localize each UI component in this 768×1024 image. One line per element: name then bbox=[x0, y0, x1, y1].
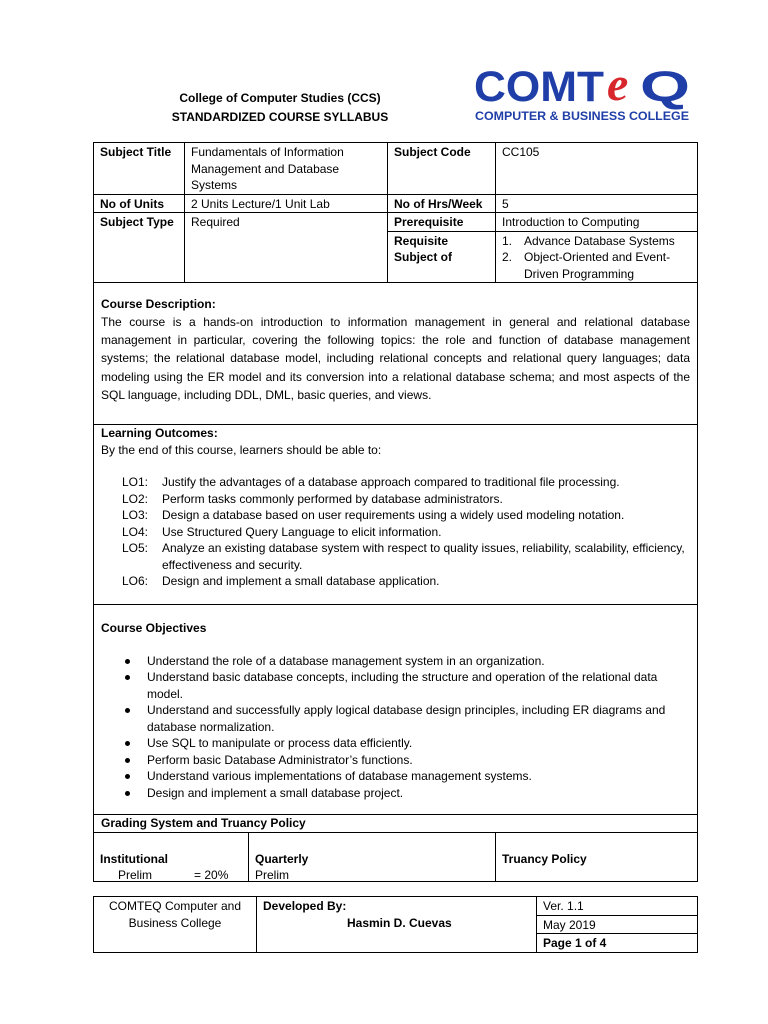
outcome-code: LO5: bbox=[122, 541, 149, 555]
truancy-heading: Truancy Policy bbox=[502, 851, 587, 866]
footer-developer bbox=[257, 897, 537, 953]
institutional-column bbox=[94, 833, 249, 881]
row-grading-title bbox=[94, 815, 698, 833]
header-titles bbox=[150, 89, 410, 127]
grading-title: Grading System and Truancy Policy bbox=[101, 816, 306, 830]
learning-outcomes-title: Learning Outcomes: bbox=[101, 426, 218, 440]
outcome-code: LO2: bbox=[122, 491, 149, 506]
outcome-text: Analyze an existing database system with respect to quality issues, reliability, scalability, efficiency, effectiveness and security. bbox=[162, 541, 685, 572]
footer-date: May 2019 bbox=[537, 915, 698, 934]
learning-outcomes-list bbox=[101, 474, 690, 590]
footer-college-line2: Business College bbox=[128, 915, 222, 930]
course-objectives-section bbox=[94, 605, 698, 815]
course-description-section bbox=[94, 283, 698, 425]
outcome-item bbox=[101, 474, 690, 491]
row-subject-type bbox=[94, 213, 698, 232]
footer-table bbox=[93, 896, 698, 953]
learning-outcomes-section bbox=[94, 425, 698, 605]
footer-college-line1: COMTEQ Computer and bbox=[108, 899, 242, 913]
outcome-item bbox=[101, 491, 690, 508]
row-units bbox=[94, 194, 698, 213]
logo-brand-left: COMT bbox=[474, 64, 604, 111]
units-label: No of Units bbox=[94, 194, 185, 213]
comteq-logo bbox=[474, 64, 692, 126]
course-objectives-title: Course Objectives bbox=[101, 621, 207, 635]
subject-code-value: CC105 bbox=[496, 143, 698, 195]
quarterly-sub: Prelim bbox=[255, 867, 290, 882]
grading-title-cell bbox=[94, 815, 698, 833]
units-value: 2 Units Lecture/1 Unit Lab bbox=[185, 194, 388, 213]
outcome-code: LO1: bbox=[122, 475, 149, 489]
objective-item: Understand various implementations of database management systems. bbox=[101, 768, 690, 785]
institutional-heading: Institutional bbox=[100, 851, 168, 866]
outcome-item bbox=[101, 524, 690, 541]
course-objectives-list bbox=[101, 653, 690, 802]
row-subject-title bbox=[94, 143, 698, 195]
footer-college bbox=[94, 897, 257, 953]
objective-item: Understand and successfully apply logical database design principles, including ER diagrams and database normalization. bbox=[101, 702, 690, 735]
logo-tagline: COMPUTER & BUSINESS COLLEGE bbox=[475, 109, 689, 123]
outcome-code: LO3: bbox=[122, 508, 149, 522]
objective-item: Perform basic Database Administrator’s functions. bbox=[101, 752, 690, 769]
outcome-text: Design a database based on user requirements using a widely used modeling notation. bbox=[162, 508, 625, 522]
developed-by-label: Developed By: bbox=[263, 899, 347, 913]
objective-item: Understand the role of a database management system in an organization. bbox=[101, 653, 690, 670]
quarterly-heading: Quarterly bbox=[255, 851, 309, 866]
subject-title-label: Subject Title bbox=[94, 143, 185, 195]
developer-name: Hasmin D. Cuevas bbox=[347, 915, 452, 930]
row-grading bbox=[94, 832, 698, 881]
requisite-item bbox=[502, 249, 691, 282]
outcome-code: LO4: bbox=[122, 524, 149, 539]
logo-brand-script: e bbox=[607, 64, 629, 111]
subject-type-value: Required bbox=[185, 213, 388, 283]
prerequisite-label: Prerequisite bbox=[388, 213, 496, 232]
course-description-title: Course Description: bbox=[101, 297, 216, 311]
outcome-code: LO6: bbox=[122, 574, 149, 588]
outcome-item bbox=[101, 573, 690, 590]
row-outcomes bbox=[94, 425, 698, 605]
truancy-column bbox=[496, 833, 697, 881]
subject-code-label: Subject Code bbox=[388, 143, 496, 195]
outcome-text: Use Structured Query Language to elicit information. bbox=[162, 524, 442, 539]
outcome-item bbox=[101, 507, 690, 524]
outcome-text: Design and implement a small database application. bbox=[162, 574, 440, 588]
prerequisite-value: Introduction to Computing bbox=[496, 213, 698, 232]
outcome-text: Perform tasks commonly performed by database administrators. bbox=[162, 491, 503, 506]
learning-outcomes-intro: By the end of this course, learners should be able to: bbox=[101, 442, 382, 457]
requisite-item bbox=[502, 233, 691, 250]
logo-brand-right: Q bbox=[640, 64, 690, 111]
row-description bbox=[94, 283, 698, 425]
document-title: STANDARDIZED COURSE SYLLABUS bbox=[171, 110, 389, 124]
requisite-item-number: 1. bbox=[502, 233, 513, 248]
prelim-label: Prelim bbox=[118, 867, 153, 882]
quarterly-column bbox=[249, 833, 496, 881]
requisite-value bbox=[496, 231, 698, 283]
requisite-label bbox=[388, 231, 496, 283]
outcome-text: Justify the advantages of a database approach compared to traditional file processing. bbox=[162, 475, 620, 489]
requisite-item-text: Advance Database Systems bbox=[524, 233, 675, 248]
subject-title-value: Fundamentals of Information Management and Database Systems bbox=[185, 143, 388, 195]
outcome-item bbox=[101, 540, 690, 573]
college-name: College of Computer Studies (CCS) bbox=[179, 91, 381, 105]
objective-item: Understand basic database concepts, including the structure and operation of the relational data model. bbox=[101, 669, 690, 702]
grading-columns bbox=[94, 832, 698, 881]
requisite-item-number: 2. bbox=[502, 250, 513, 264]
footer-row-1 bbox=[94, 897, 698, 916]
requisite-item-text: Object-Oriented and Event-Driven Programming bbox=[524, 250, 671, 281]
requisite-label-line2: Subject of bbox=[394, 250, 453, 264]
syllabus-table bbox=[93, 142, 698, 882]
row-objectives bbox=[94, 605, 698, 815]
prelim-weight: = 20% bbox=[194, 867, 229, 882]
footer-version: Ver. 1.1 bbox=[537, 897, 698, 916]
requisite-list bbox=[502, 233, 691, 283]
requisite-label-line1: Requisite bbox=[394, 233, 449, 248]
course-description-body: The course is a hands-on introduction to information management in general and relational database management in particular, covering the following topics: the role and function of database management systems; the relational database model, including relational concepts and relational query languages; data modeling using the ER model and its conversion into a relational database schema; and most aspects of the SQL language, including DDL, DML, basic queries, and views. bbox=[101, 314, 690, 403]
hrs-value: 5 bbox=[496, 194, 698, 213]
subject-type-label: Subject Type bbox=[94, 213, 185, 283]
hrs-label: No of Hrs/Week bbox=[388, 194, 496, 213]
objective-item: Use SQL to manipulate or process data efficiently. bbox=[101, 735, 690, 752]
objective-item: Design and implement a small database project. bbox=[101, 785, 690, 802]
footer-page-number: Page 1 of 4 bbox=[537, 934, 698, 953]
